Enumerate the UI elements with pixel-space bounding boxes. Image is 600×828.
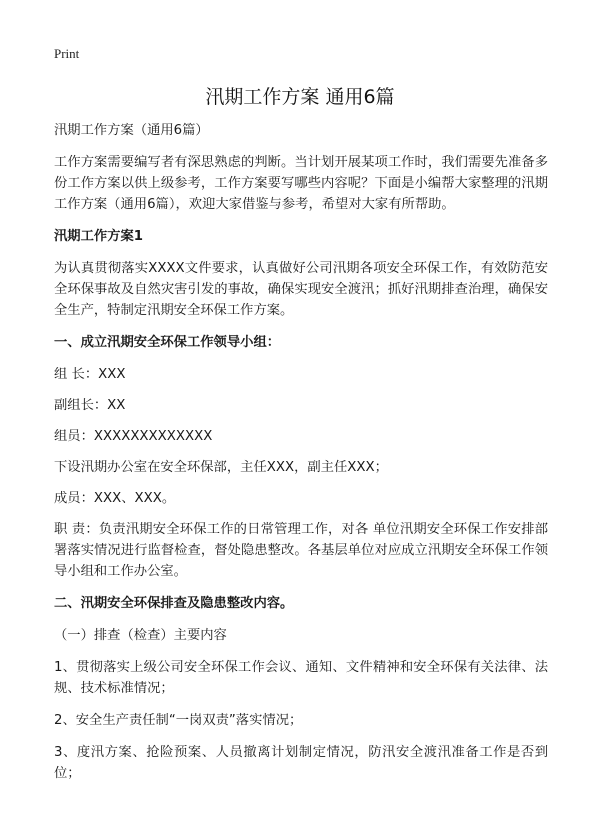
duties-paragraph: 职 责：负责汛期安全环保工作的日常管理工作，对各 单位汛期安全环保工作安排部署落实情况进行监督检查，督处隐患整改。各基层单位对应成立汛期安全环保工作领导小组和工作办公室。 bbox=[54, 522, 548, 579]
sub-heading-inspection: （一）排查（检查）主要内容 bbox=[54, 628, 227, 643]
document-title: 汛期工作方案 通用6篇 bbox=[205, 86, 395, 108]
print-link[interactable]: Print bbox=[54, 46, 80, 61]
deputy-leader-line: 副组长：XX bbox=[54, 398, 126, 413]
list-item-1: 1、贯彻落实上级公司安全环保工作会议、通知、文件精神和安全环保有关法律、法规、技术标准情况； bbox=[54, 660, 548, 696]
list-item-2: 2、安全生产责任制“一岗双责”落实情况； bbox=[54, 713, 303, 728]
section-1-intro: 为认真贯彻落实XXXX文件要求，认真做好公司汛期各项安全环保工作，有效防范安全环保事故及自然灾害引发的事故，确保实现安全渡汛；抓好汛期排查治理，确保安全生产，特制定汛期安全环保工作方案。 bbox=[54, 261, 548, 318]
list-item-3: 3、度汛方案、抢险预案、人员撤离计划制定情况，防汛安全渡汛准备工作是否到位； bbox=[54, 745, 548, 781]
members-line: 组员：XXXXXXXXXXXXX bbox=[54, 429, 213, 444]
document-body bbox=[54, 120, 548, 795]
leader-line: 组 长：XXX bbox=[54, 367, 126, 382]
intro-paragraph: 工作方案需要编写者有深思熟虑的判断。当计划开展某项工作时，我们需要先准备多份工作方案以供上级参考，工作方案要写哪些内容呢？下面是小编帮大家整理的汛期工作方案（通用6篇），欢迎大家借鉴与参考，希望对大家有所帮助。 bbox=[54, 155, 548, 212]
heading-inspection-content: 二、汛期安全环保排查及隐患整改内容。 bbox=[54, 596, 294, 611]
document-subtitle: 汛期工作方案（通用6篇） bbox=[54, 123, 209, 138]
section-1-title: 汛期工作方案1 bbox=[54, 229, 144, 244]
office-line: 下设汛期办公室在安全环保部，主任XXX，副主任XXX； bbox=[54, 460, 388, 475]
heading-leadership-group: 一、成立汛期安全环保工作领导小组： bbox=[54, 335, 281, 350]
office-members-line: 成员：XXX、XXX。 bbox=[54, 491, 176, 506]
